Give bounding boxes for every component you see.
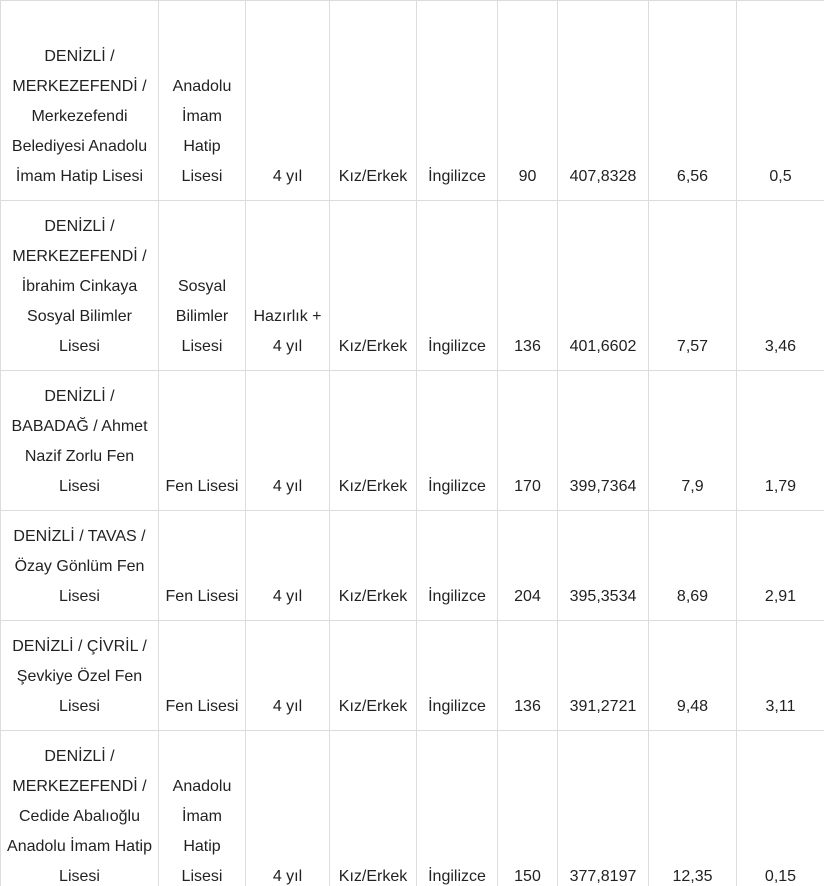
gender-cell: Kız/Erkek [330,511,417,621]
gender-cell: Kız/Erkek [330,621,417,731]
percentile-cell: 12,35 [649,731,737,886]
quota-cell: 204 [498,511,558,621]
extra-value-cell: 0,5 [737,1,824,201]
percentile-cell: 6,56 [649,1,737,201]
duration-cell: Hazırlık + 4 yıl [246,201,330,371]
duration-cell: 4 yıl [246,731,330,886]
quota-cell: 136 [498,201,558,371]
duration-cell: 4 yıl [246,621,330,731]
gender-cell: Kız/Erkek [330,371,417,511]
table-row [1,511,824,621]
gender-cell: Kız/Erkek [330,1,417,201]
duration-cell: 4 yıl [246,1,330,201]
quota-cell: 170 [498,371,558,511]
percentile-cell: 9,48 [649,621,737,731]
school-type-cell: Fen Lisesi [159,511,246,621]
extra-value-cell: 0,15 [737,731,824,886]
school-type-cell: Anadolu İmam Hatip Lisesi [159,731,246,886]
percentile-cell: 8,69 [649,511,737,621]
quota-cell: 150 [498,731,558,886]
school-name-cell: DENİZLİ / BABADAĞ / Ahmet Nazif Zorlu Fen Lisesi [1,371,159,511]
school-name-cell: DENİZLİ / MERKEZEFENDİ / Merkezefendi Belediyesi Anadolu İmam Hatip Lisesi [1,1,159,201]
language-cell: İngilizce [417,511,498,621]
extra-value-cell: 1,79 [737,371,824,511]
quota-cell: 90 [498,1,558,201]
school-name-cell: DENİZLİ / MERKEZEFENDİ / Cedide Abalıoğlu Anadolu İmam Hatip Lisesi [1,731,159,886]
score-cell: 401,6602 [558,201,649,371]
school-name-cell: DENİZLİ / MERKEZEFENDİ / İbrahim Cinkaya Sosyal Bilimler Lisesi [1,201,159,371]
language-cell: İngilizce [417,1,498,201]
score-cell: 407,8328 [558,1,649,201]
language-cell: İngilizce [417,621,498,731]
gender-cell: Kız/Erkek [330,201,417,371]
score-cell: 377,8197 [558,731,649,886]
score-cell: 395,3534 [558,511,649,621]
language-cell: İngilizce [417,731,498,886]
duration-cell: 4 yıl [246,371,330,511]
school-type-cell: Fen Lisesi [159,621,246,731]
duration-cell: 4 yıl [246,511,330,621]
percentile-cell: 7,9 [649,371,737,511]
school-name-cell: DENİZLİ / ÇİVRİL / Şevkiye Özel Fen Lisesi [1,621,159,731]
score-cell: 391,2721 [558,621,649,731]
table-row [1,201,824,371]
table-row [1,731,824,886]
table-row [1,371,824,511]
extra-value-cell: 3,11 [737,621,824,731]
language-cell: İngilizce [417,201,498,371]
table-row [1,621,824,731]
school-type-cell: Anadolu İmam Hatip Lisesi [159,1,246,201]
quota-cell: 136 [498,621,558,731]
school-type-cell: Fen Lisesi [159,371,246,511]
gender-cell: Kız/Erkek [330,731,417,886]
score-cell: 399,7364 [558,371,649,511]
extra-value-cell: 2,91 [737,511,824,621]
language-cell: İngilizce [417,371,498,511]
extra-value-cell: 3,46 [737,201,824,371]
percentile-cell: 7,57 [649,201,737,371]
table-row [1,1,824,201]
school-name-cell: DENİZLİ / TAVAS / Özay Gönlüm Fen Lisesi [1,511,159,621]
school-type-cell: Sosyal Bilimler Lisesi [159,201,246,371]
